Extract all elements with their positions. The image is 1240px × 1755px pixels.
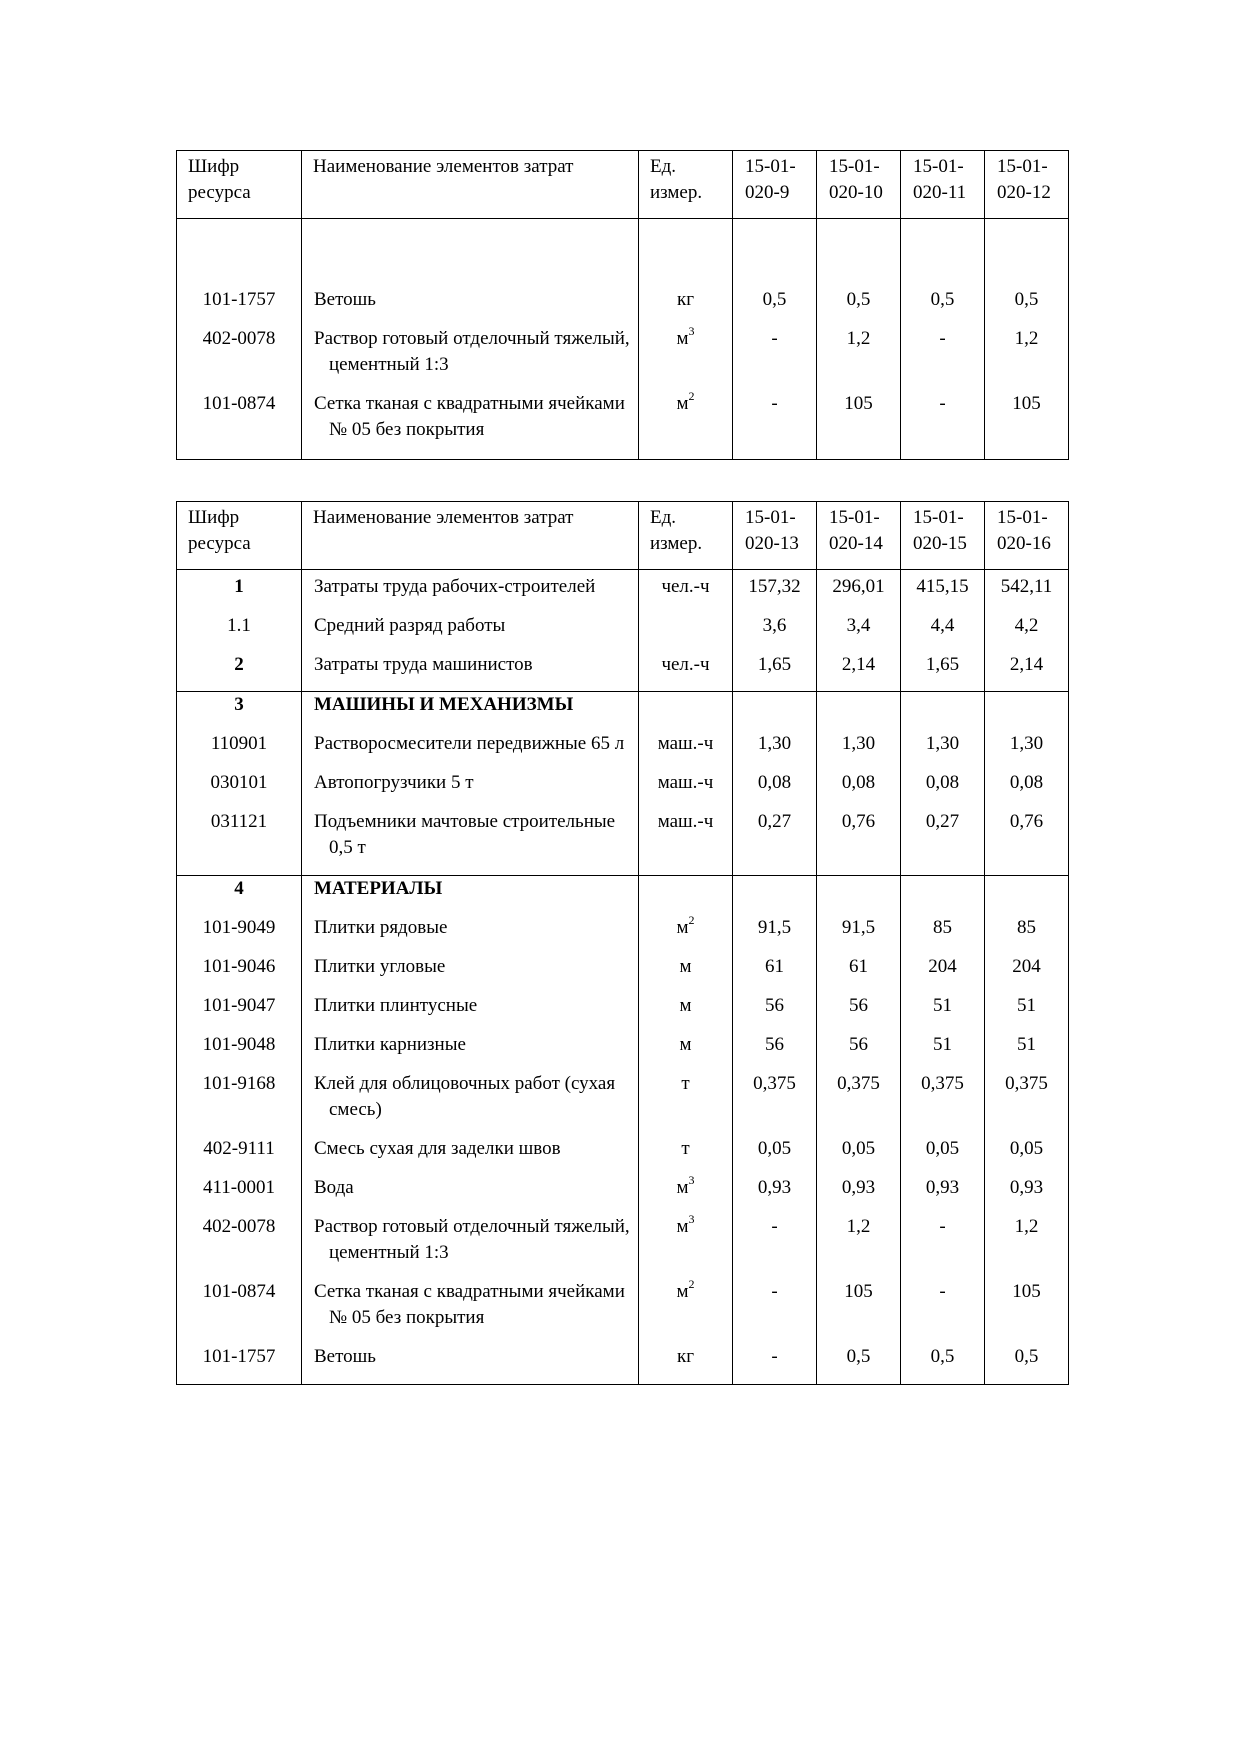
section-row-machines	[177, 692, 1069, 732]
section-code: 3	[177, 692, 302, 732]
resource-code: 2	[177, 652, 302, 692]
value-cell: -	[901, 1279, 985, 1344]
header-col-3: 15-01-020-11	[901, 151, 985, 219]
resource-unit: $м^2$	[639, 1279, 733, 1344]
resource-code: 402-0078	[177, 1214, 302, 1279]
table-row	[177, 809, 1069, 876]
value-cell: 4,2	[985, 613, 1069, 652]
table-row	[177, 915, 1069, 954]
value-cell: -	[901, 324, 985, 389]
value-cell: 105	[985, 1279, 1069, 1344]
value-cell: 51	[901, 993, 985, 1032]
value-cell: 56	[733, 993, 817, 1032]
value-cell: 0,76	[985, 809, 1069, 876]
table-row	[177, 1344, 1069, 1385]
table-row	[177, 1279, 1069, 1344]
value-cell: 0,93	[817, 1175, 901, 1214]
header-code: Шифр ресурса	[177, 151, 302, 219]
value-cell: 0,5	[985, 283, 1069, 324]
table-row	[177, 731, 1069, 770]
resource-name: Подъемники мачтовые строительные 0,5 т	[302, 809, 639, 876]
resource-name: Автопогрузчики 5 т	[302, 770, 639, 809]
resource-code: 402-0078	[177, 324, 302, 389]
value-cell: 0,93	[733, 1175, 817, 1214]
table-row	[177, 993, 1069, 1032]
resource-unit: т	[639, 1136, 733, 1175]
resource-code: 101-0874	[177, 1279, 302, 1344]
value-cell: 0,08	[733, 770, 817, 809]
table-row	[177, 1175, 1069, 1214]
resource-unit: маш.-ч	[639, 770, 733, 809]
value-cell: 0,05	[985, 1136, 1069, 1175]
value-cell: 0,05	[901, 1136, 985, 1175]
header-unit: Ед. измер.	[639, 151, 733, 219]
value-cell: 1,2	[985, 324, 1069, 389]
table-row	[177, 1214, 1069, 1279]
resource-unit: м	[639, 954, 733, 993]
header-col-4: 15-01-020-12	[985, 151, 1069, 219]
section-title: МАШИНЫ И МЕХАНИЗМЫ	[302, 692, 639, 732]
header-unit: Ед. измер.	[639, 502, 733, 570]
resource-name: Растворосмесители передвижные 65 л	[302, 731, 639, 770]
resource-code: 101-9046	[177, 954, 302, 993]
resource-table-1	[176, 150, 1069, 460]
header-name: Наименование элементов затрат	[302, 151, 639, 219]
resource-code: 030101	[177, 770, 302, 809]
value-cell: 4,4	[901, 613, 985, 652]
resource-name: Вода	[302, 1175, 639, 1214]
value-cell: 0,93	[985, 1175, 1069, 1214]
resource-code: 411-0001	[177, 1175, 302, 1214]
value-cell: 0,05	[733, 1136, 817, 1175]
value-cell: 56	[733, 1032, 817, 1071]
value-cell: 1,30	[817, 731, 901, 770]
value-cell: 0,08	[901, 770, 985, 809]
resource-name: Ветошь	[302, 1344, 639, 1385]
value-cell: 3,6	[733, 613, 817, 652]
resource-unit: маш.-ч	[639, 731, 733, 770]
value-cell: 0,5	[901, 283, 985, 324]
value-cell: 1,2	[817, 1214, 901, 1279]
resource-code: 101-9048	[177, 1032, 302, 1071]
value-cell: 0,375	[733, 1071, 817, 1136]
value-cell: 61	[817, 954, 901, 993]
value-cell: 0,5	[733, 283, 817, 324]
resource-code: 101-1757	[177, 283, 302, 324]
value-cell: 91,5	[817, 915, 901, 954]
value-cell: 3,4	[817, 613, 901, 652]
resource-unit	[639, 613, 733, 652]
resource-name: Сетка тканая с квадратными ячейками № 05 без покрытия	[302, 1279, 639, 1344]
value-cell: 0,76	[817, 809, 901, 876]
value-cell: 0,08	[817, 770, 901, 809]
section-code: 4	[177, 876, 302, 916]
header-col-3: 15-01-020-15	[901, 502, 985, 570]
value-cell: -	[901, 389, 985, 460]
table-row	[177, 324, 1069, 389]
value-cell: -	[733, 1344, 817, 1385]
resource-code: 101-9049	[177, 915, 302, 954]
value-cell: 0,93	[901, 1175, 985, 1214]
value-cell: 1,2	[817, 324, 901, 389]
value-cell: 0,05	[817, 1136, 901, 1175]
resource-code: 110901	[177, 731, 302, 770]
value-cell: 51	[985, 1032, 1069, 1071]
value-cell: 0,27	[733, 809, 817, 876]
table-row	[177, 613, 1069, 652]
resource-name: Смесь сухая для заделки швов	[302, 1136, 639, 1175]
value-cell: 51	[985, 993, 1069, 1032]
value-cell: 91,5	[733, 915, 817, 954]
value-cell: 2,14	[985, 652, 1069, 692]
resource-name: Затраты труда машинистов	[302, 652, 639, 692]
resource-unit: чел.-ч	[639, 652, 733, 692]
table-row	[177, 1071, 1069, 1136]
resource-unit: $м^2$	[639, 915, 733, 954]
resource-code: 101-1757	[177, 1344, 302, 1385]
value-cell: 1,30	[901, 731, 985, 770]
resource-code: 101-9168	[177, 1071, 302, 1136]
table-row	[177, 652, 1069, 692]
value-cell: 296,01	[817, 570, 901, 614]
value-cell: 0,5	[817, 283, 901, 324]
value-cell: 85	[901, 915, 985, 954]
resource-unit: м	[639, 1032, 733, 1071]
resource-name: Затраты труда рабочих-строителей	[302, 570, 639, 614]
value-cell: 56	[817, 993, 901, 1032]
resource-name: Средний разряд работы	[302, 613, 639, 652]
value-cell: 1,30	[985, 731, 1069, 770]
value-cell: 1,30	[733, 731, 817, 770]
header-col-4: 15-01-020-16	[985, 502, 1069, 570]
table-row	[177, 1136, 1069, 1175]
header-col-2: 15-01-020-10	[817, 151, 901, 219]
resource-code: 031121	[177, 809, 302, 876]
resource-unit: м	[639, 993, 733, 1032]
value-cell: 2,14	[817, 652, 901, 692]
resource-code: 402-9111	[177, 1136, 302, 1175]
value-cell: 0,375	[901, 1071, 985, 1136]
resource-unit: кг	[639, 1344, 733, 1385]
value-cell: 105	[985, 389, 1069, 460]
resource-name: Раствор готовый отделочный тяжелый, цементный 1:3	[302, 324, 639, 389]
table-header-row	[177, 151, 1069, 219]
value-cell: 542,11	[985, 570, 1069, 614]
table-row	[177, 770, 1069, 809]
table-row	[177, 954, 1069, 993]
value-cell: 0,27	[901, 809, 985, 876]
resource-table-2	[176, 501, 1069, 1385]
value-cell: -	[901, 1214, 985, 1279]
value-cell: 204	[901, 954, 985, 993]
resource-name: Плитки угловые	[302, 954, 639, 993]
table-header-row	[177, 502, 1069, 570]
value-cell: 0,375	[985, 1071, 1069, 1136]
resource-code: 1.1	[177, 613, 302, 652]
value-cell: 0,5	[985, 1344, 1069, 1385]
section-title: МАТЕРИАЛЫ	[302, 876, 639, 916]
value-cell: -	[733, 324, 817, 389]
resource-unit: $м^3$	[639, 1175, 733, 1214]
spacer-row	[177, 219, 1069, 284]
resource-unit: $м^2$	[639, 389, 733, 460]
header-col-2: 15-01-020-14	[817, 502, 901, 570]
header-code: Шифр ресурса	[177, 502, 302, 570]
table-row	[177, 570, 1069, 614]
resource-unit: т	[639, 1071, 733, 1136]
value-cell: 56	[817, 1032, 901, 1071]
value-cell: 1,65	[901, 652, 985, 692]
value-cell: 105	[817, 1279, 901, 1344]
value-cell: 157,32	[733, 570, 817, 614]
value-cell: 51	[901, 1032, 985, 1071]
value-cell: 1,65	[733, 652, 817, 692]
resource-name: Клей для облицовочных работ (сухая смесь)	[302, 1071, 639, 1136]
value-cell: 0,08	[985, 770, 1069, 809]
value-cell: 415,15	[901, 570, 985, 614]
resource-code: 1	[177, 570, 302, 614]
resource-unit: маш.-ч	[639, 809, 733, 876]
resource-unit: чел.-ч	[639, 570, 733, 614]
value-cell: -	[733, 1279, 817, 1344]
resource-unit: кг	[639, 283, 733, 324]
value-cell: 1,2	[985, 1214, 1069, 1279]
resource-name: Плитки плинтусные	[302, 993, 639, 1032]
header-name: Наименование элементов затрат	[302, 502, 639, 570]
resource-name: Раствор готовый отделочный тяжелый, цементный 1:3	[302, 1214, 639, 1279]
value-cell: 0,5	[901, 1344, 985, 1385]
resource-unit: $м^3$	[639, 324, 733, 389]
value-cell: -	[733, 389, 817, 460]
table-row	[177, 283, 1069, 324]
section-row-materials	[177, 876, 1069, 916]
resource-name: Сетка тканая с квадратными ячейками № 05 без покрытия	[302, 389, 639, 460]
resource-name: Плитки рядовые	[302, 915, 639, 954]
resource-code: 101-0874	[177, 389, 302, 460]
value-cell: 105	[817, 389, 901, 460]
table-row	[177, 1032, 1069, 1071]
value-cell: 204	[985, 954, 1069, 993]
header-col-1: 15-01-020-13	[733, 502, 817, 570]
resource-name: Плитки карнизные	[302, 1032, 639, 1071]
value-cell: 61	[733, 954, 817, 993]
table-row	[177, 389, 1069, 460]
header-col-1: 15-01-020-9	[733, 151, 817, 219]
value-cell: 0,375	[817, 1071, 901, 1136]
resource-unit: $м^3$	[639, 1214, 733, 1279]
value-cell: 85	[985, 915, 1069, 954]
resource-name: Ветошь	[302, 283, 639, 324]
value-cell: 0,5	[817, 1344, 901, 1385]
value-cell: -	[733, 1214, 817, 1279]
resource-code: 101-9047	[177, 993, 302, 1032]
